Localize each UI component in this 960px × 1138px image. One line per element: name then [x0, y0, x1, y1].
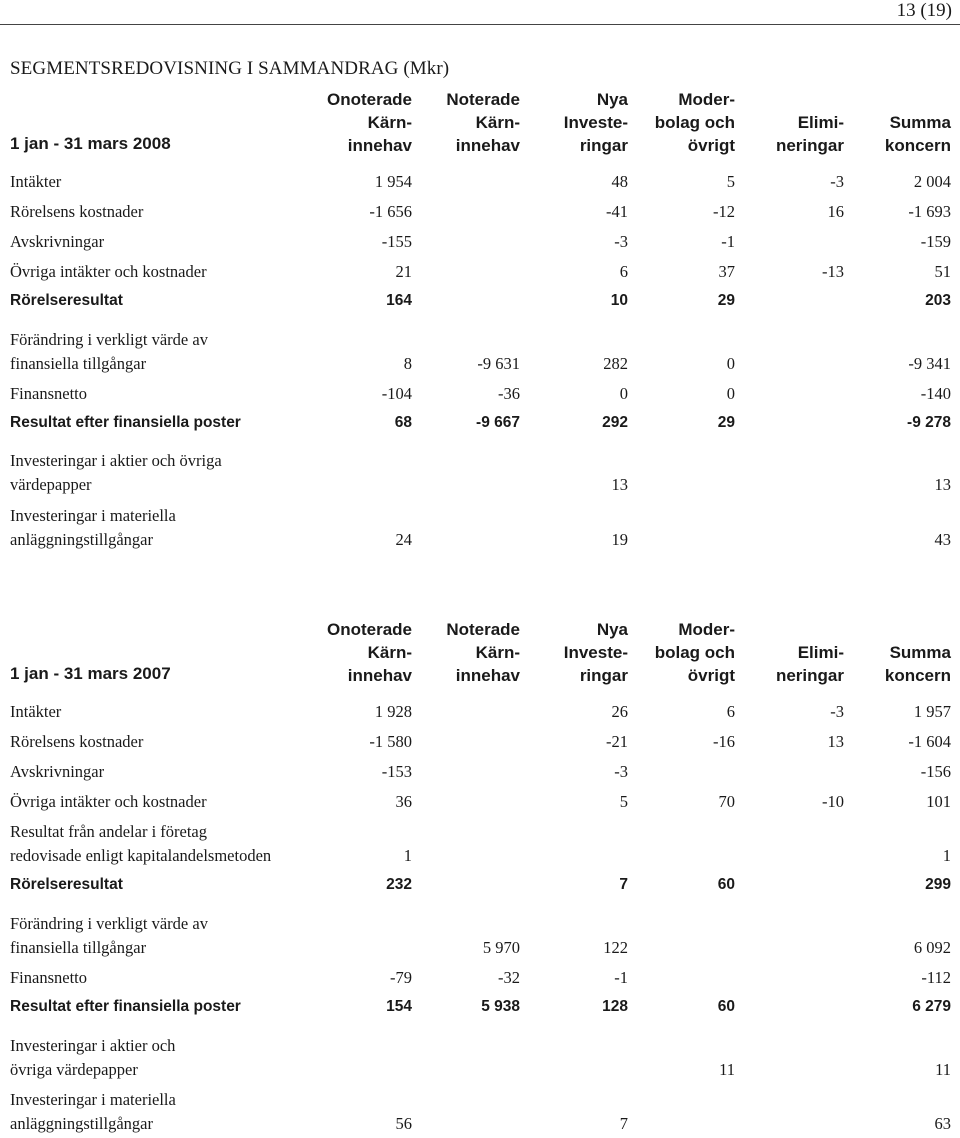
cell-value: 1 954 — [374, 172, 412, 191]
cell-value: -1 656 — [369, 202, 412, 221]
cell-value: 13 — [827, 732, 844, 751]
cell-value: 36 — [395, 792, 412, 811]
row-label: Resultat efter finansiella poster — [10, 998, 241, 1015]
cell-value: -10 — [822, 792, 844, 811]
cell-value: -13 — [822, 262, 844, 281]
row-label-cont: övriga värdepapper — [10, 1060, 138, 1079]
row-label: Investeringar i materiella — [10, 1090, 176, 1109]
cell-value: 5 970 — [482, 938, 520, 957]
cell-value: 1 957 — [913, 702, 951, 721]
row-label: Rörelseresultat — [10, 292, 123, 309]
cell-value: -12 — [713, 202, 735, 221]
column-header: Summa — [889, 113, 951, 132]
column-header: innehav — [455, 136, 520, 155]
column-header: koncern — [884, 666, 951, 685]
cell-value: -9 667 — [476, 414, 520, 431]
cell-value: 0 — [726, 384, 735, 403]
cell-value: -1 — [721, 232, 735, 251]
column-header: Kärn- — [367, 113, 412, 132]
column-header: bolag och — [654, 113, 735, 132]
column-header: koncern — [884, 136, 951, 155]
column-header: Noterade — [446, 620, 520, 639]
cell-value: 0 — [619, 384, 628, 403]
column-header: Noterade — [446, 90, 520, 109]
column-header: Nya — [596, 620, 628, 639]
cell-value: 0 — [726, 354, 735, 373]
cell-value: -112 — [921, 968, 951, 987]
cell-value: -9 278 — [907, 414, 951, 431]
page-number: 13 (19) — [896, 0, 952, 21]
column-header: Onoterade — [326, 620, 412, 639]
cell-value: -9 631 — [477, 354, 520, 373]
row-label: Avskrivningar — [10, 232, 105, 251]
cell-value: 10 — [610, 292, 628, 309]
cell-value: -140 — [920, 384, 951, 403]
cell-value: -104 — [381, 384, 412, 403]
cell-value: 5 — [619, 792, 628, 811]
cell-value: 21 — [395, 262, 412, 281]
row-label: Intäkter — [10, 172, 62, 191]
cell-value: 2 004 — [913, 172, 951, 191]
cell-value: -32 — [498, 968, 520, 987]
cell-value: 292 — [602, 414, 628, 431]
cell-value: 128 — [602, 998, 628, 1015]
column-header: Elimi- — [797, 643, 844, 662]
cell-value: 282 — [603, 354, 628, 373]
cell-value: 26 — [611, 702, 628, 721]
cell-value: 56 — [395, 1114, 412, 1133]
row-label-cont: anläggningstillgångar — [10, 530, 153, 549]
page-title: SEGMENTSREDOVISNING I SAMMANDRAG (Mkr) — [10, 58, 450, 79]
column-header: Investe- — [563, 113, 628, 132]
cell-value: -9 341 — [908, 354, 951, 373]
row-label: Finansnetto — [10, 968, 87, 987]
cell-value: 13 — [934, 475, 951, 494]
row-label: Resultat från andelar i företag — [10, 822, 207, 841]
cell-value: 5 938 — [481, 998, 520, 1015]
column-header: bolag och — [654, 643, 735, 662]
row-label: Resultat efter finansiella poster — [10, 414, 241, 431]
cell-value: 11 — [719, 1060, 735, 1079]
period-label: 1 jan - 31 mars 2007 — [10, 664, 171, 683]
cell-value: -1 604 — [908, 732, 951, 751]
cell-value: 154 — [386, 998, 412, 1015]
cell-value: 29 — [717, 292, 735, 309]
cell-value: -16 — [713, 732, 735, 751]
cell-value: -153 — [381, 762, 412, 781]
row-label: Övriga intäkter och kostnader — [10, 262, 207, 281]
column-header: Onoterade — [326, 90, 412, 109]
header-rule — [0, 24, 960, 25]
column-header: neringar — [775, 136, 844, 155]
cell-value: -3 — [830, 172, 844, 191]
cell-value: 1 928 — [374, 702, 412, 721]
cell-value: 60 — [717, 876, 735, 893]
row-label-cont: anläggningstillgångar — [10, 1114, 153, 1133]
row-label-cont: redovisade enligt kapitalandelsmetoden — [10, 846, 272, 865]
column-header: Summa — [889, 643, 951, 662]
column-header: Investe- — [563, 643, 628, 662]
column-header: ringar — [579, 666, 628, 685]
cell-value: 68 — [394, 414, 412, 431]
column-header: övrigt — [687, 666, 735, 685]
cell-value: 29 — [717, 414, 735, 431]
cell-value: 101 — [926, 792, 951, 811]
cell-value: 51 — [934, 262, 951, 281]
cell-value: 203 — [925, 292, 951, 309]
cell-value: 164 — [386, 292, 412, 309]
cell-value: 6 — [726, 702, 735, 721]
row-label: Rörelsens kostnader — [10, 732, 144, 751]
cell-value: 16 — [827, 202, 844, 221]
cell-value: 232 — [386, 876, 412, 893]
row-label-cont: finansiella tillgångar — [10, 354, 147, 373]
cell-value: 122 — [603, 938, 628, 957]
row-label: Förändring i verkligt värde av — [10, 330, 208, 349]
cell-value: 11 — [935, 1060, 951, 1079]
period-label: 1 jan - 31 mars 2008 — [10, 134, 171, 153]
cell-value: -3 — [614, 762, 628, 781]
cell-value: -36 — [498, 384, 520, 403]
cell-value: 24 — [395, 530, 412, 549]
cell-value: 70 — [718, 792, 735, 811]
column-header: innehav — [347, 136, 412, 155]
cell-value: 13 — [611, 475, 628, 494]
cell-value: 7 — [619, 1114, 628, 1133]
column-header: innehav — [455, 666, 520, 685]
cell-value: -1 693 — [908, 202, 951, 221]
cell-value: -1 580 — [369, 732, 412, 751]
cell-value: 60 — [717, 998, 735, 1015]
cell-value: 1 — [403, 846, 412, 865]
column-header: Kärn- — [367, 643, 412, 662]
cell-value: -3 — [614, 232, 628, 251]
column-header: neringar — [775, 666, 844, 685]
row-label: Intäkter — [10, 702, 62, 721]
column-header: Nya — [596, 90, 628, 109]
cell-value: 6 279 — [912, 998, 951, 1015]
cell-value: 1 — [942, 846, 951, 865]
cell-value: 48 — [611, 172, 628, 191]
column-header: övrigt — [687, 136, 735, 155]
row-label: Rörelseresultat — [10, 876, 123, 893]
row-label: Investeringar i materiella — [10, 506, 176, 525]
cell-value: 37 — [718, 262, 735, 281]
column-header: Kärn- — [475, 643, 520, 662]
column-header: Moder- — [678, 90, 735, 109]
row-label: Investeringar i aktier och övriga — [10, 451, 222, 470]
cell-value: 6 — [619, 262, 628, 281]
cell-value: -41 — [606, 202, 628, 221]
cell-value: -3 — [830, 702, 844, 721]
cell-value: -79 — [390, 968, 412, 987]
cell-value: 6 092 — [913, 938, 951, 957]
cell-value: 63 — [934, 1114, 951, 1133]
row-label: Finansnetto — [10, 384, 87, 403]
column-header: ringar — [579, 136, 628, 155]
cell-value: 8 — [403, 354, 412, 373]
cell-value: 5 — [726, 172, 735, 191]
cell-value: -1 — [614, 968, 628, 987]
row-label: Förändring i verkligt värde av — [10, 914, 208, 933]
cell-value: 19 — [611, 530, 628, 549]
cell-value: 7 — [619, 876, 628, 893]
cell-value: -21 — [606, 732, 628, 751]
cell-value: -156 — [920, 762, 951, 781]
cell-value: -159 — [920, 232, 951, 251]
column-header: Moder- — [678, 620, 735, 639]
cell-value: 43 — [934, 530, 951, 549]
row-label: Avskrivningar — [10, 762, 105, 781]
row-label: Investeringar i aktier och — [10, 1036, 176, 1055]
column-header: Kärn- — [475, 113, 520, 132]
cell-value: -155 — [381, 232, 412, 251]
row-label: Rörelsens kostnader — [10, 202, 144, 221]
row-label-cont: värdepapper — [10, 475, 92, 494]
cell-value: 299 — [925, 876, 951, 893]
column-header: Elimi- — [797, 113, 844, 132]
column-header: innehav — [347, 666, 412, 685]
row-label: Övriga intäkter och kostnader — [10, 792, 207, 811]
row-label-cont: finansiella tillgångar — [10, 938, 147, 957]
